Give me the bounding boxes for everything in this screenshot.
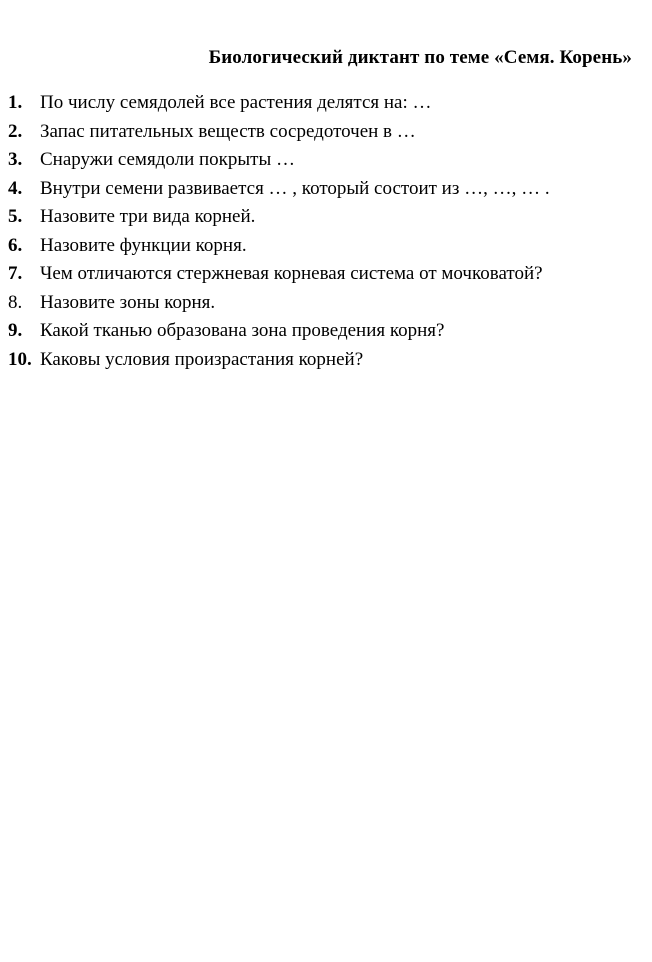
question-item-3 (8, 149, 550, 178)
question-text: Запас питательных веществ сосредоточен в … (40, 120, 416, 142)
question-text: Назовите три вида корней. (40, 206, 256, 227)
question-item-8 (8, 292, 550, 321)
question-number: 4. (8, 177, 23, 199)
question-list (8, 92, 550, 377)
question-item-1 (8, 92, 550, 121)
question-item-9 (8, 320, 550, 349)
question-number: 9. (8, 320, 23, 341)
question-text: Назовите функции корня. (40, 234, 247, 256)
question-number: 5. (8, 206, 23, 227)
document-title: Биологический диктант по теме «Семя. Корень» (208, 47, 632, 68)
question-number: 2. (8, 120, 23, 142)
question-number: 3. (8, 149, 23, 170)
question-item-5 (8, 206, 550, 235)
question-text: Чем отличаются стержневая корневая система от мочковатой? (40, 263, 543, 284)
question-text: Снаружи семядоли покрыты … (40, 149, 295, 170)
question-number: 7. (8, 263, 23, 284)
question-number: 6. (8, 234, 23, 256)
question-text: Каковы условия произрастания корней? (40, 348, 364, 370)
question-text: Какой тканью образована зона проведения корня? (40, 320, 445, 341)
question-item-7 (8, 263, 550, 292)
question-number: 10. (8, 348, 32, 370)
question-item-4 (8, 178, 550, 207)
question-item-10 (8, 349, 550, 378)
question-number: 8. (8, 291, 23, 313)
question-text: Внутри семени развивается … , который состоит из …, …, … . (40, 177, 550, 199)
question-number: 1. (8, 92, 23, 113)
question-item-6 (8, 235, 550, 264)
question-item-2 (8, 121, 550, 150)
question-text: По числу семядолей все растения делятся на: … (40, 92, 432, 113)
question-text: Назовите зоны корня. (40, 291, 216, 313)
